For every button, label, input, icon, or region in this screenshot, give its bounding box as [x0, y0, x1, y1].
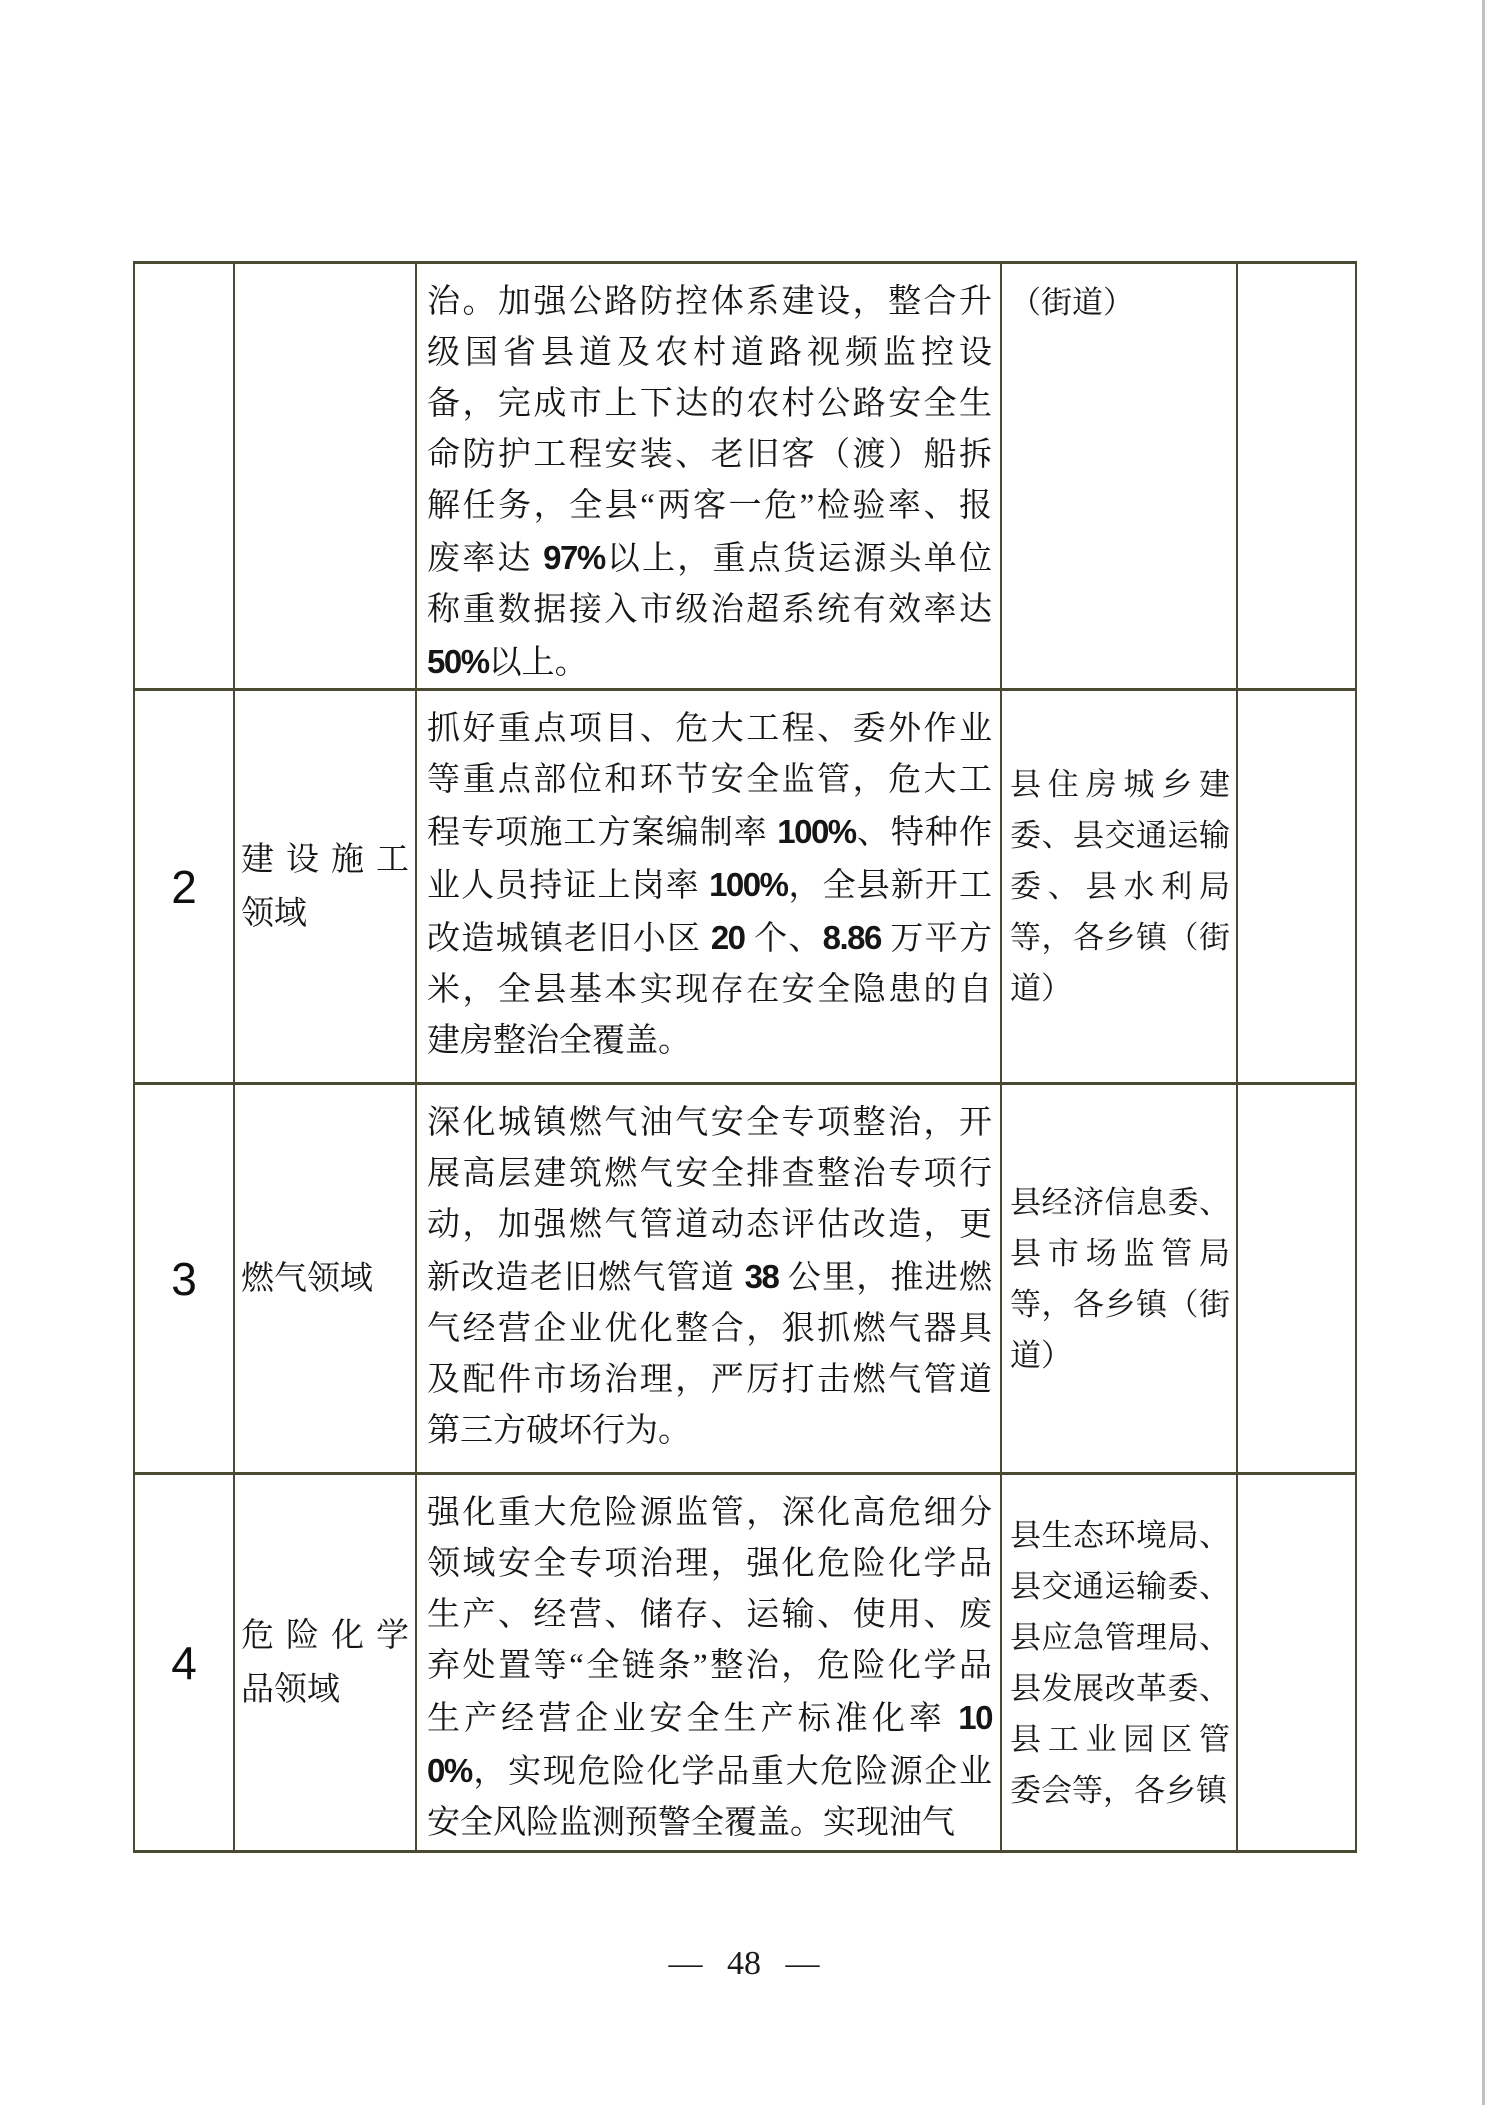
row-number: 3 [171, 1252, 197, 1305]
row-number-cell [135, 1475, 235, 1850]
text-line: 第三方破坏行为。 [427, 1413, 691, 1449]
text-line: 废率达 97%以上，重点货运源头单位 [427, 539, 993, 577]
text-line: 县发展改革委、 [1010, 1670, 1230, 1706]
text-line: 备，完成市上下达的农村公路安全生 [427, 386, 992, 422]
text-line: 展高层建筑燃气安全排查整治专项行 [427, 1156, 992, 1192]
text-line: 委、县交通运输 [1010, 818, 1230, 853]
task-cell [417, 264, 1002, 688]
text-line: 等，各乡镇（街 [1010, 920, 1230, 955]
text-line: 称重数据接入市级治超系统有效率达 [427, 592, 992, 628]
numeric-value: 8.86 [822, 919, 881, 956]
task-cell [417, 691, 1002, 1082]
row-number: 4 [171, 1636, 197, 1689]
text-line: 品领域 [241, 1671, 340, 1708]
numeric-value: 100% [777, 813, 856, 850]
page-edge-line [1482, 0, 1485, 2105]
category-cell [235, 691, 417, 1082]
text-line: 程专项施工方案编制率 100%、特种作 [427, 813, 993, 851]
table-row [135, 691, 1355, 1085]
text-line: 等重点部位和环节安全监管，危大工 [427, 762, 992, 798]
text-line: 解任务，全县“两客一危”检验率、报 [427, 488, 992, 524]
text-line: 燃气领域 [241, 1260, 373, 1297]
text-line: 命防护工程安装、老旧客（渡）船拆 [427, 437, 992, 473]
text-line: 改造城镇老旧小区 20 个、8.86 万平方 [427, 919, 993, 957]
text-line: 县市场监管局 [1010, 1235, 1230, 1271]
text-line: 县交通运输委、 [1010, 1568, 1230, 1604]
numeric-value: 10 [958, 1699, 992, 1736]
department-cell [1002, 1085, 1238, 1472]
numeric-value: 0% [427, 1752, 472, 1789]
text-line: 50%以上。 [427, 643, 588, 681]
row-number-cell [135, 1085, 235, 1472]
text-line: 等，各乡镇（街 [1010, 1286, 1230, 1322]
text-line: 新改造老旧燃气管道 38 公里，推进燃 [427, 1258, 993, 1296]
text-line: 安全风险监测预警全覆盖。实现油气 [427, 1805, 955, 1841]
text-line: 县经济信息委、 [1010, 1184, 1230, 1220]
text-line: 及配件市场治理，严厉打击燃气管道 [427, 1362, 992, 1398]
text-line: 委、县水利局 [1010, 869, 1230, 904]
empty-cell [1238, 264, 1355, 688]
tasks-table [133, 261, 1357, 1853]
text-line: 治。加强公路防控体系建设，整合升 [427, 284, 992, 320]
text-line: （街道） [1010, 285, 1134, 320]
text-line: 弃处置等“全链条”整治，危险化学品 [427, 1648, 992, 1684]
category-cell [235, 1085, 417, 1472]
row-number-cell [135, 691, 235, 1082]
empty-cell [1238, 1475, 1355, 1850]
table-row [135, 1475, 1355, 1850]
numeric-value: 97% [543, 539, 605, 576]
text-line: 县工业园区管 [1010, 1721, 1230, 1757]
numeric-value: 20 [710, 919, 745, 956]
text-line: 业人员持证上岗率 100%，全县新开工 [427, 866, 993, 904]
numeric-value: 50% [427, 643, 489, 680]
text-line: 动，加强燃气管道动态评估改造，更 [427, 1207, 992, 1243]
category-cell [235, 1475, 417, 1850]
row-number: 2 [171, 860, 197, 913]
text-line: 抓好重点项目、危大工程、委外作业 [427, 711, 992, 747]
text-line: 气经营企业优化整合，狠抓燃气器具 [427, 1311, 992, 1347]
task-cell [417, 1085, 1002, 1472]
text-line: 建设施工 [241, 841, 409, 878]
text-line: 委会等，各乡镇 [1010, 1772, 1227, 1808]
text-line: 危险化学 [241, 1617, 409, 1654]
text-line: 生产、经营、储存、运输、使用、废 [427, 1597, 992, 1633]
table-row [135, 264, 1355, 691]
numeric-value: 100% [709, 866, 788, 903]
table-row [135, 1085, 1355, 1475]
category-cell [235, 264, 417, 688]
task-cell [417, 1475, 1002, 1850]
text-line: 县住房城乡建 [1010, 767, 1230, 802]
text-line: 强化重大危险源监管，深化高危细分 [427, 1495, 992, 1531]
page-number: — 48 — [668, 1945, 820, 1982]
text-line: 领域 [241, 895, 307, 932]
empty-cell [1238, 1085, 1355, 1472]
text-line: 县生态环境局、 [1010, 1517, 1230, 1553]
text-line: 道） [1010, 971, 1072, 1006]
text-line: 领域安全专项治理，强化危险化学品 [427, 1546, 992, 1582]
text-line: 建房整治全覆盖。 [427, 1023, 691, 1059]
text-line: 县应急管理局、 [1010, 1619, 1230, 1655]
empty-cell [1238, 691, 1355, 1082]
text-line: 生产经营企业安全生产标准化率 10 [427, 1699, 992, 1737]
text-line: 米，全县基本实现存在安全隐患的自 [427, 972, 992, 1008]
department-cell [1002, 1475, 1238, 1850]
row-number-cell [135, 264, 235, 688]
text-line: 级国省县道及农村道路视频监控设 [427, 335, 992, 371]
text-line: 道） [1010, 1337, 1072, 1373]
department-cell [1002, 264, 1238, 688]
numeric-value: 38 [744, 1258, 779, 1295]
department-cell [1002, 691, 1238, 1082]
text-line: 深化城镇燃气油气安全专项整治，开 [427, 1105, 992, 1141]
text-line: 0%，实现危险化学品重大危险源企业 [427, 1752, 992, 1790]
